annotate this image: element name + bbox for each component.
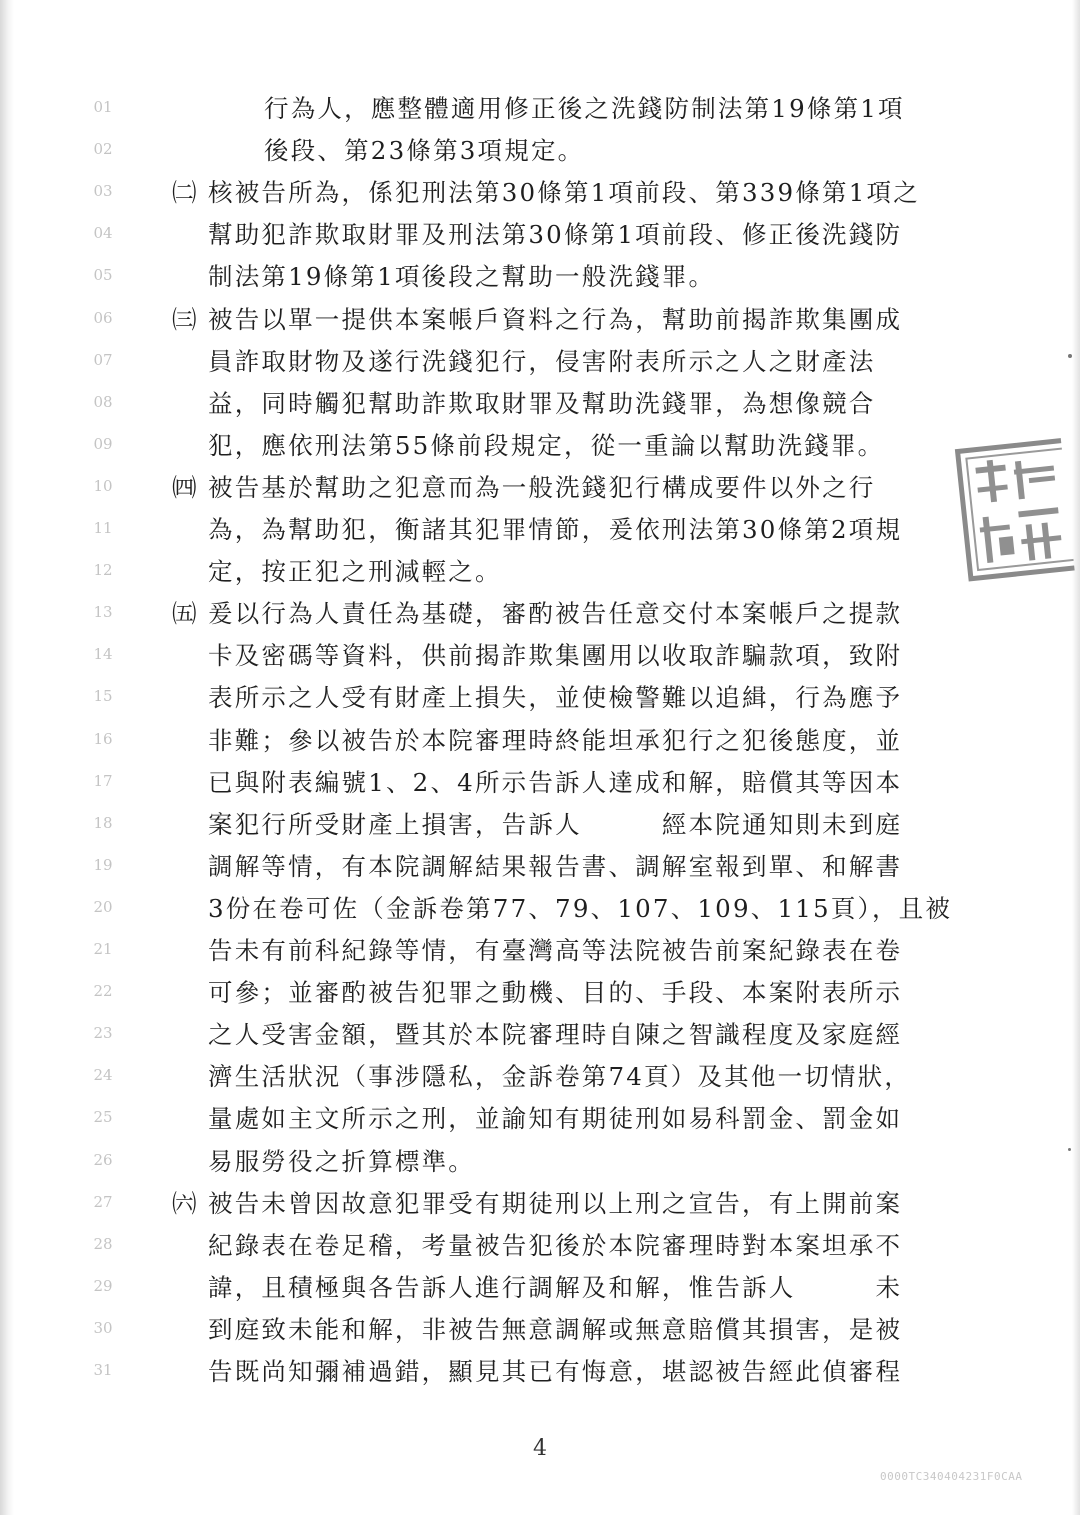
line-text: 制法第19條第1項後段之幫助一般洗錢罪。 [208,262,716,292]
line-number: 17 [93,771,113,790]
text-line [0,762,1080,804]
text-line [0,214,1080,256]
text-line [0,1183,1080,1225]
text-line [0,1056,1080,1098]
line-text: 為，為幫助犯，衡諸其犯罪情節，爰依刑法第30條第2項規 [208,515,903,544]
line-number: 14 [93,645,113,664]
line-number: 30 [93,1318,113,1337]
text-line [0,972,1080,1014]
line-number: 11 [93,519,113,537]
text-line [0,551,1080,593]
text-line [0,256,1080,298]
line-text: 被告基於幫助之犯意而為一般洗錢犯行構成要件以外之行 [208,472,876,502]
line-number: 10 [93,476,113,495]
line-text: 到庭致未能和解，非被告無意調解或無意賠償其損害，是被 [208,1314,903,1344]
line-text: 易服勞役之折算標準。 [208,1146,475,1176]
line-text: 卡及密碼等資料，供前揭詐欺集團用以收取詐騙款項，致附 [208,641,903,671]
court-seal-stamp-icon [951,435,1075,586]
line-number: 27 [93,1192,113,1211]
clause-marker: ㈣ [172,472,197,502]
line-number: 21 [93,940,113,958]
scan-speck [1068,1148,1071,1151]
line-text: 之人受害金額，暨其於本院審理時自陳之智識程度及家庭經 [208,1020,903,1050]
line-number: 22 [93,982,113,1001]
line-text: 諱，且積極與各告訴人進行調解及和解，惟告訴人 未 [208,1272,903,1302]
text-line [0,804,1080,846]
text-line [0,425,1080,467]
line-text: 可參；並審酌被告犯罪之動機、目的、手段、本案附表所示 [208,978,903,1008]
line-number: 25 [93,1108,113,1127]
line-number: 06 [93,308,113,327]
text-line [0,341,1080,383]
text-line [0,172,1080,214]
line-number: 23 [93,1024,113,1043]
line-text: 犯，應依刑法第55條前段規定，從一重論以幫助洗錢罪。 [208,430,885,460]
line-text: 告未有前科紀錄等情，有臺灣高等法院被告前案紀錄表在卷 [208,936,903,965]
line-text: 已與附表編號1、2、4所示告訴人達成和解，賠償其等因本 [208,767,903,797]
text-line [0,130,1080,172]
line-text: 核被告所為，係犯刑法第30條第1項前段、第339條第1項之 [208,178,920,208]
line-number: 28 [93,1234,113,1253]
line-number: 05 [93,266,113,285]
line-number: 18 [93,813,113,832]
text-line [0,1309,1080,1351]
document-code: 0000TC340404231F0CAA [880,1470,1023,1483]
text-line [0,509,1080,551]
line-text: 爰以行為人責任為基礎，審酌被告任意交付本案帳戶之提款 [208,599,903,629]
text-line [0,1098,1080,1140]
line-text: 非難；參以被告於本院審理時終能坦承犯行之犯後態度，並 [208,725,903,755]
line-number: 03 [93,182,113,201]
line-text: 幫助犯詐欺取財罪及刑法第30條第1項前段、修正後洗錢防 [208,220,903,250]
line-text: 表所示之人受有財產上損失，並使檢警難以追緝，行為應予 [208,683,903,713]
scan-speck [1068,354,1072,358]
line-number: 13 [93,603,113,622]
line-number: 19 [93,855,113,874]
line-number: 07 [93,350,113,369]
line-text: 調解等情，有本院調解結果報告書、調解室報到單、和解書 [208,851,903,881]
text-line [0,467,1080,509]
line-number: 04 [93,224,113,243]
line-text: 員詐取財物及遂行洗錢犯行，侵害附表所示之人之財產法 [208,346,876,376]
clause-marker: ㈡ [172,178,197,208]
text-line [0,1014,1080,1056]
line-number: 16 [93,729,113,748]
text-line [0,1351,1080,1393]
line-text: 益，同時觸犯幫助詐欺取財罪及幫助洗錢罪，為想像競合 [208,388,876,418]
text-line [0,930,1080,972]
line-number: 24 [93,1066,113,1085]
line-text: 被告未曾因故意犯罪受有期徒刑以上刑之宣告，有上開前案 [208,1188,903,1218]
text-line [0,1141,1080,1183]
line-text: 被告以單一提供本案帳戶資料之行為，幫助前揭詐欺集團成 [208,304,903,334]
line-number: 01 [93,98,113,116]
line-number: 02 [93,140,113,159]
line-number: 31 [93,1361,113,1379]
clause-marker: ㈢ [172,304,197,334]
text-line [0,635,1080,677]
clause-marker: ㈥ [172,1188,197,1218]
text-line [0,1225,1080,1267]
line-text: 告既尚知彌補過錯，顯見其已有悔意，堪認被告經此偵審程 [208,1357,903,1386]
line-text: 定，按正犯之刑減輕之。 [208,557,502,587]
clause-marker: ㈤ [172,599,197,629]
text-line [0,1267,1080,1309]
line-text: 後段、第23條第3項規定。 [264,136,585,166]
text-line [0,677,1080,719]
text-line [0,593,1080,635]
line-number: 26 [93,1150,113,1169]
line-text: 行為人，應整體適用修正後之洗錢防制法第19條第1項 [264,94,905,123]
line-number: 29 [93,1276,113,1295]
line-text: 濟生活狀況（事涉隱私，金訴卷第74頁）及其他一切情狀， [208,1062,912,1092]
line-text: 案犯行所受財產上損害，告訴人 經本院通知則未到庭 [208,809,903,839]
line-number: 20 [93,897,113,916]
line-number: 12 [93,561,113,580]
text-line [0,383,1080,425]
text-line [0,88,1080,130]
text-line [0,720,1080,762]
line-number: 09 [93,434,113,453]
text-line [0,299,1080,341]
line-text: 3份在卷可佐（金訴卷第77、79、107、109、115頁），且被 [208,893,953,923]
page-number: 4 [533,1436,547,1461]
text-line [0,888,1080,930]
line-text: 量處如主文所示之刑，並諭知有期徒刑如易科罰金、罰金如 [208,1104,903,1134]
line-text: 紀錄表在卷足稽，考量被告犯後於本院審理時對本案坦承不 [208,1230,903,1260]
text-line [0,846,1080,888]
line-number: 15 [93,687,113,706]
line-number: 08 [93,392,113,411]
